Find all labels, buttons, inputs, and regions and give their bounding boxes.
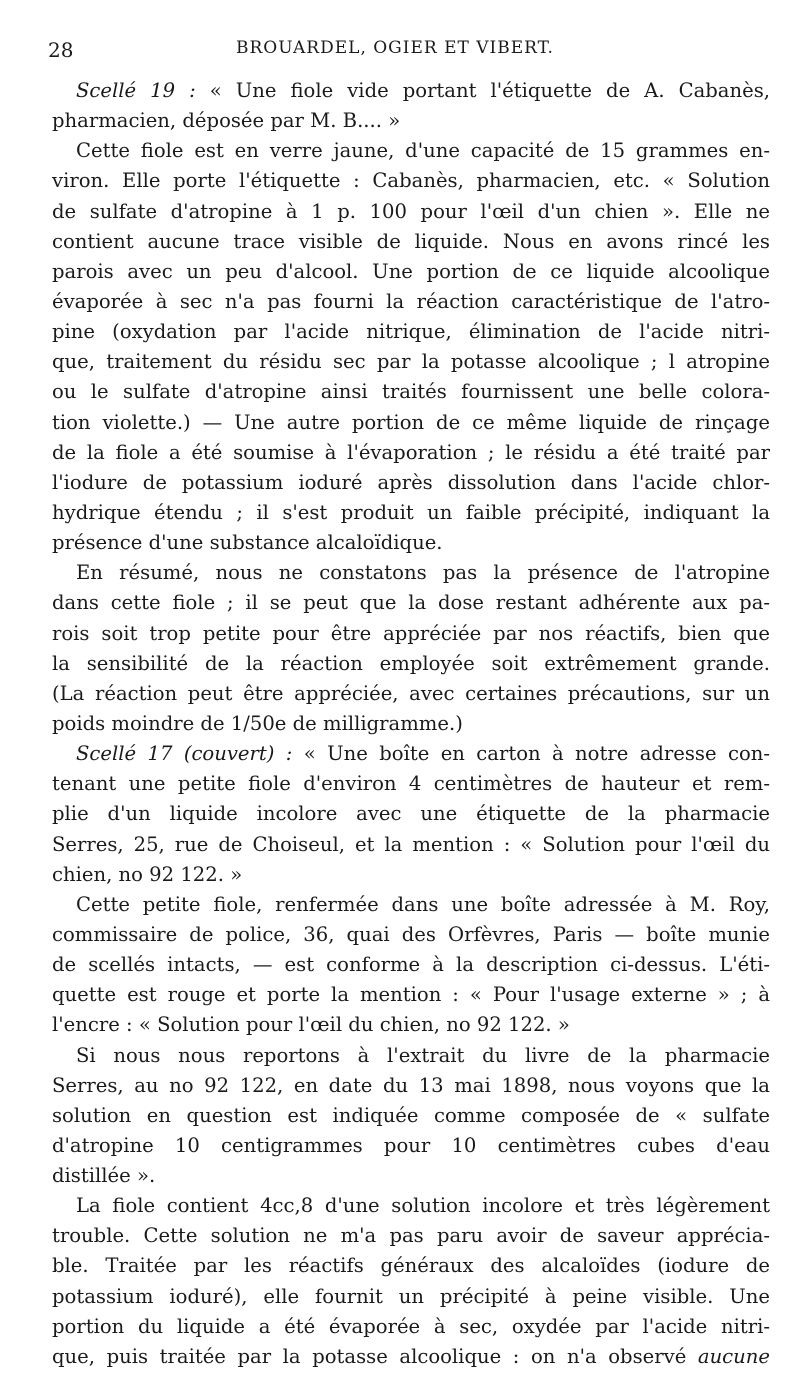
line-text: contient aucune trace visible de liquide. Nous en avons rincé les <box>52 229 770 253</box>
line-text: distillée ». <box>52 1164 156 1188</box>
text-line <box>52 1131 770 1161</box>
text-line <box>52 739 770 769</box>
line-text: la sensibilité de la réaction employée soit extrêmement grande. <box>52 651 770 675</box>
line-text: quette est rouge et porte la mention : « Pour l'usage externe » ; à <box>52 983 770 1007</box>
text-line <box>52 558 770 588</box>
italic-span: aucune <box>686 1344 770 1368</box>
line-text: l'iodure de potassium ioduré après dissolution dans l'acide chlor- <box>52 470 770 494</box>
text-line <box>52 438 770 468</box>
line-text: que, traitement du résidu sec par la potasse alcoolique ; l atropine <box>52 350 770 374</box>
text-line <box>52 498 770 528</box>
line-text: évaporée à sec n'a pas fourni la réaction caractéristique de l'atro- <box>52 289 770 313</box>
line-text: « Une boîte en carton à notre adresse con- <box>292 742 770 766</box>
line-text: (La réaction peut être appréciée, avec certaines précautions, sur un <box>52 681 770 705</box>
text-line <box>52 377 770 407</box>
line-text: de sulfate d'atropine à 1 p. 100 pour l'œil d'un chien ». Elle ne <box>52 199 770 223</box>
line-text: commissaire de police, 36, quai des Orfèvres, Paris — boîte munie <box>52 922 770 946</box>
line-text: de scellés intacts, — est conforme à la description ci-dessus. L'éti- <box>52 953 770 977</box>
text-line <box>52 197 770 227</box>
text-line <box>52 1342 770 1372</box>
line-text: « Une fiole vide portant l'étiquette de A. Cabanès, <box>195 79 770 102</box>
line-text: plie d'un liquide incolore avec une étiquette de la pharmacie <box>52 802 770 826</box>
text-line <box>52 528 770 558</box>
line-text: tenant une petite fiole d'environ 4 centimètres de hauteur et rem- <box>52 772 770 796</box>
text-line <box>52 860 770 890</box>
line-text: Serres, 25, rue de Choiseul, et la mention : « Solution pour l'œil du <box>52 832 770 856</box>
line-text: Cette fiole est en verre jaune, d'une capacité de 15 grammes en- <box>76 139 770 163</box>
text-line <box>52 709 770 739</box>
line-text: hydrique étendu ; il s'est produit un faible précipité, indiquant la <box>52 500 770 524</box>
text-line <box>52 890 770 920</box>
text-line <box>52 920 770 950</box>
text-line <box>52 1191 770 1221</box>
text-line <box>52 106 770 136</box>
line-text: ou le sulfate d'atropine ainsi traités fournissent une belle colora- <box>52 380 770 404</box>
text-line <box>52 166 770 196</box>
text-line <box>52 769 770 799</box>
line-text: chien, no 92 122. » <box>52 862 243 886</box>
line-text: Cette petite fiole, renfermée dans une boîte adressée à M. Roy, <box>76 892 770 916</box>
italic-span: Scellé 19 : <box>76 79 196 102</box>
italic-span: Scellé 17 (couvert) : <box>76 742 293 766</box>
text-line <box>52 257 770 287</box>
line-text: pine (oxydation par l'acide nitrique, élimination de l'acide nitri- <box>52 320 770 344</box>
text-line <box>52 1312 770 1342</box>
body-text <box>52 76 770 1372</box>
line-text: solution en question est indiquée comme composée de « sulfate <box>52 1103 770 1127</box>
text-line <box>52 227 770 257</box>
text-line <box>52 408 770 438</box>
text-line <box>52 980 770 1010</box>
line-text: poids moindre de 1/50e de milligramme.) <box>52 711 463 735</box>
text-line <box>52 468 770 498</box>
line-text: tion violette.) — Une autre portion de ce même liquide de rinçage <box>52 410 770 434</box>
text-line <box>52 649 770 679</box>
text-line <box>52 588 770 618</box>
text-line <box>52 1041 770 1071</box>
line-text: parois avec un peu d'alcool. Une portion de ce liquide alcoolique <box>52 259 770 283</box>
text-line <box>52 1071 770 1101</box>
line-text: Serres, au no 92 122, en date du 13 mai 1898, nous voyons que la <box>52 1073 770 1097</box>
text-line <box>52 1221 770 1251</box>
line-text: dans cette fiole ; il se peut que la dose restant adhérente aux pa- <box>52 591 770 615</box>
line-text: potassium ioduré), elle fournit un précipité à peine visible. Une <box>52 1284 770 1308</box>
text-line <box>52 317 770 347</box>
line-text: portion du liquide a été évaporée à sec, oxydée par l'acide nitri- <box>52 1314 770 1338</box>
line-text: présence d'une substance alcaloïdique. <box>52 531 443 555</box>
text-line <box>52 1282 770 1312</box>
line-text: viron. Elle porte l'étiquette : Cabanès, pharmacien, etc. « Solution <box>52 169 770 193</box>
text-line <box>52 1251 770 1281</box>
running-title: BROUARDEL, OGIER ET VIBERT. <box>236 38 554 58</box>
line-text: rois soit trop petite pour être appréciée par nos réactifs, bien que <box>52 621 770 645</box>
line-text: La fiole contient 4cc,8 d'une solution incolore et très légèrement <box>76 1194 770 1218</box>
line-text: Si nous nous reportons à l'extrait du livre de la pharmacie <box>76 1043 770 1067</box>
text-line <box>52 1010 770 1040</box>
text-line <box>52 1161 770 1191</box>
text-line <box>52 950 770 980</box>
text-line <box>52 136 770 166</box>
line-text: trouble. Cette solution ne m'a pas paru avoir de saveur apprécia- <box>52 1224 770 1248</box>
line-text: ble. Traitée par les réactifs généraux des alcaloïdes (iodure de <box>52 1254 770 1278</box>
line-text: de la fiole a été soumise à l'évaporation ; le résidu a été traité par <box>52 440 770 464</box>
line-text: En résumé, nous ne constatons pas la présence de l'atropine <box>76 561 770 585</box>
text-line <box>52 347 770 377</box>
line-text: l'encre : « Solution pour l'œil du chien, no 92 122. » <box>52 1013 570 1037</box>
line-text: pharmacien, déposée par M. B.... » <box>52 109 401 133</box>
text-line <box>52 679 770 709</box>
line-text: d'atropine 10 centigrammes pour 10 centimètres cubes d'eau <box>52 1133 770 1157</box>
text-line <box>52 619 770 649</box>
text-line <box>52 830 770 860</box>
text-line <box>52 1101 770 1131</box>
text-line <box>52 799 770 829</box>
page-number: 28 <box>48 38 74 62</box>
text-line <box>52 287 770 317</box>
text-line <box>52 76 770 106</box>
line-text: que, puis traitée par la potasse alcoolique : on n'a observé <box>52 1344 687 1368</box>
